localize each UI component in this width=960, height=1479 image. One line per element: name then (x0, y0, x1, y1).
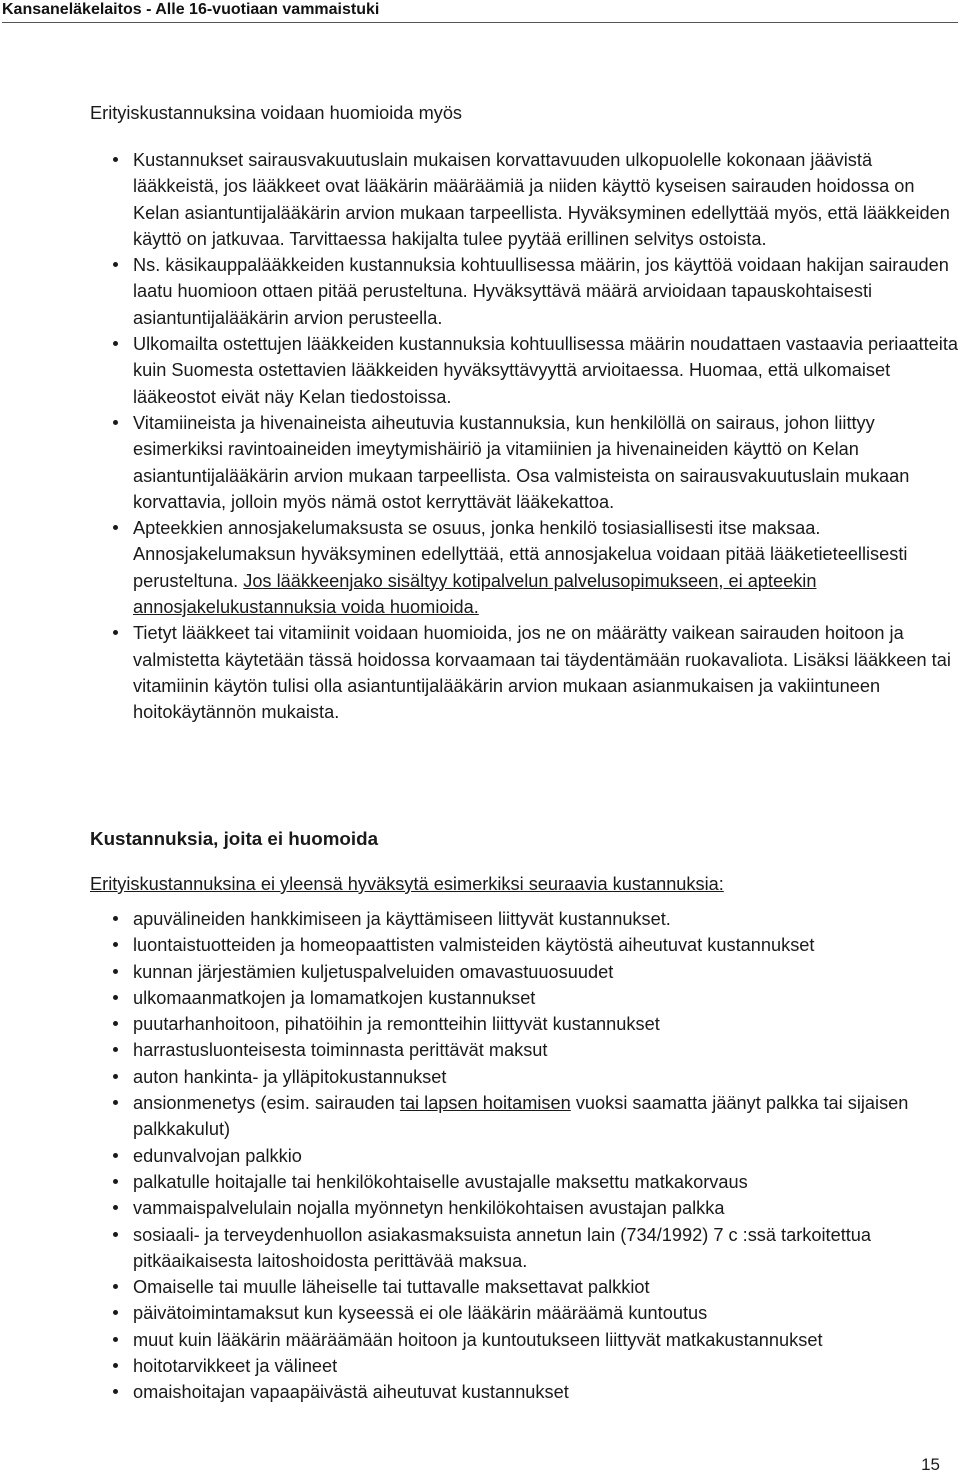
list-item-text: vammaispalvelulain nojalla myönnetyn henkilökohtaisen avustajan palkka (133, 1198, 725, 1219)
list-item (90, 252, 960, 331)
list-item-text: Tietyt lääkkeet tai vitamiinit voidaan huomioida, jos ne on määrätty vaikean sairauden hoitoon ja valmistetta käytetään tässä hoidossa korvaamaan tai täydentämään ruokavaliota. Lisäksi lääkkeen tai vitamiinin käytön tulisi olla asiantuntijalääkärin arvion mukaan asianmukaisen ja vakiintuneen hoitokäytännön mukaista. (133, 623, 951, 723)
list-item-text: Kustannukset sairausvakuutuslain mukaisen korvattavuuden ulkopuolelle kokonaan jäävistä lääkkeistä, jos lääkkeet ovat lääkärin määräämiä ja niiden käyttö kyseisen sairauden hoidossa on Kelan asiantuntijalääkärin arvion mukaan tarpeellista. Hyväksyminen edellyttää myös, että lääkkeiden käyttö on jatkuvaa. Tarvittaessa hakijalta tulee pyytää erillinen selvitys ostoista. (133, 150, 950, 249)
intro-text: Erityiskustannuksina voidaan huomioida myös (90, 103, 463, 123)
list-item (90, 1169, 960, 1195)
list-item-text: päivätoimintamaksut kun kyseessä ei ole lääkärin määräämä kuntoutus (133, 1303, 708, 1324)
list-item-text: sosiaali- ja terveydenhuollon asiakasmaksuista annetun lain (734/1992) 7 c :ssä tarkoitettua pitkäaikaisesta laitoshoidosta perittävää maksua. (133, 1224, 872, 1271)
list-item-text: omaishoitajan vapaapäivästä aiheutuvat kustannukset (133, 1382, 569, 1403)
list-item-text: vuoksi saamatta jäänyt palkka tai sijaisen palkkakulut) (133, 1093, 909, 1140)
list-item (90, 620, 960, 725)
list-item (90, 959, 960, 985)
list-item (90, 906, 960, 932)
list-item-text: kunnan järjestämien kuljetuspalveluiden omavastuuosuudet (133, 961, 614, 982)
list-item (90, 147, 960, 252)
dose-dispensing-link[interactable]: Jos lääkkeenjako sisältyy kotipalvelun palvelusopimukseen, ei apteekin annosjakelukustannuksia voida huomioida. (133, 570, 817, 618)
list-item-text: muut kuin lääkärin määräämään hoitoon ja kuntoutukseen liittyvät matkakustannukset (133, 1329, 823, 1350)
list-item-text: auton hankinta- ja ylläpitokustannukset (133, 1066, 447, 1087)
page-number: 15 (921, 1455, 940, 1474)
list-item-text: Omaiselle tai muulle läheiselle tai tuttavalle maksettavat palkkiot (133, 1277, 650, 1298)
list-item (90, 515, 960, 620)
list-item-text: puutarhanhoitoon, pihatöihin ja remontteihin liittyvät kustannukset (133, 1014, 660, 1035)
list-item-text: harrastusluonteisesta toiminnasta perittävät maksut (133, 1040, 548, 1061)
list-item (90, 1143, 960, 1169)
list-item-text: Apteekkien annosjakelumaksusta se osuus, jonka henkilö tosiasiallisesti itse maksaa. Annosjakelumaksun hyväksyminen edellyttää, että annosjakelua voidaan pitää lääketieteellisesti perusteltuna. (133, 518, 908, 591)
list-item (90, 985, 960, 1011)
list-item-text: edunvalvojan palkkio (133, 1145, 302, 1166)
section-subheading: Erityiskustannuksina ei yleensä hyväksytä esimerkiksi seuraavia kustannuksia: (90, 874, 724, 894)
list-item (90, 1037, 960, 1063)
list-item-text: ansionmenetys (esim. sairauden (133, 1093, 400, 1114)
excluded-costs-list (90, 906, 960, 1406)
list-item (90, 1300, 960, 1326)
list-item (90, 1327, 960, 1353)
list-item-text: luontaistuotteiden ja homeopaattisten valmisteiden käytöstä aiheutuvat kustannukset (133, 935, 815, 956)
document-header: Kansaneläkelaitos - Alle 16-vuotiaan vammaistuki (2, 0, 958, 23)
list-item (90, 1195, 960, 1221)
child-care-link[interactable]: tai lapsen hoitamisen (399, 1093, 571, 1114)
list-item (90, 331, 960, 410)
included-costs-list (90, 147, 960, 726)
list-item (90, 1011, 960, 1037)
list-item (90, 410, 960, 515)
list-item-text: apuvälineiden hankkimiseen ja käyttämiseen liittyvät kustannukset. (133, 909, 671, 929)
list-item-text: hoitotarvikkeet ja välineet (133, 1356, 338, 1377)
list-item (90, 1274, 960, 1300)
list-item-text: Vitamiineista ja hivenaineista aiheutuvia kustannuksia, kun henkilöllä on sairaus, johon liittyy esimerkiksi ravintoaineiden imeytymishäiriö ja vitamiinien ja hivenaineiden käyttö on Kelan asiantuntijalääkärin arvion mukaan tarpeellista. Osa valmisteista on sairausvakuutuslain mukaan korvattavia, jolloin myös nämä ostot kerryttävät lääkekattoa. (133, 412, 910, 512)
list-item (90, 1222, 960, 1275)
list-item-text: ulkomaanmatkojen ja lomamatkojen kustannukset (133, 987, 536, 1008)
list-item-text: palkatulle hoitajalle tai henkilökohtaiselle avustajalle maksettu matkakorvaus (133, 1171, 748, 1192)
list-item (90, 1090, 960, 1143)
list-item (90, 932, 960, 958)
list-item (90, 1353, 960, 1379)
list-item-text: Ns. käsikauppalääkkeiden kustannuksia kohtuullisessa määrin, jos käyttöä voidaan hakijan sairauden laatu huomioon ottaen pitää perusteltuna. Hyväksyttävä määrä arvioidaan tapauskohtaisesti asiantuntijalääkärin arvion perusteella. (133, 255, 949, 328)
list-item-text: Ulkomailta ostettujen lääkkeiden kustannuksia kohtuullisessa määrin noudattaen vastaavia periaatteita kuin Suomesta ostettavien lääkkeiden hyväksyttävyyttä arvioitaessa. Huomaa, että ulkomaiset lääkeostot eivät näy Kelan tiedostoissa. (133, 334, 958, 407)
list-item (90, 1379, 960, 1405)
list-item (90, 1064, 960, 1090)
section-heading: Kustannuksia, joita ei huomoida (90, 828, 379, 849)
